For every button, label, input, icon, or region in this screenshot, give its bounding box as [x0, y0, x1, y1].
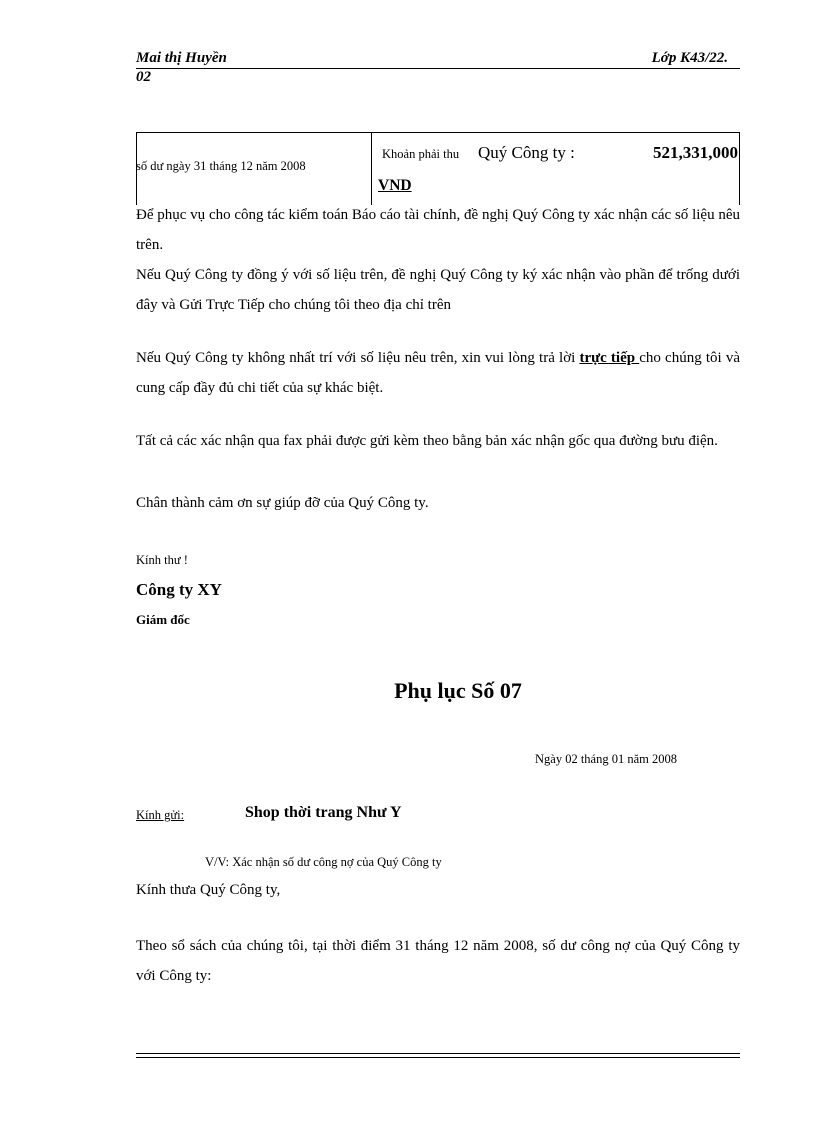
salutation: Kính thưa Quý Công ty, — [136, 882, 281, 898]
to-label: Kính gửi: — [136, 808, 185, 822]
class-label: Lớp K43/22. — [651, 50, 728, 66]
signer-position: Giám đốc — [136, 612, 190, 627]
page-header — [136, 48, 740, 85]
receivable-label: Khoản phải thu — [382, 147, 460, 161]
table-border-right — [739, 133, 740, 205]
paragraph-disagree — [136, 343, 740, 403]
letter-date: Ngày 02 tháng 01 năm 2008 — [535, 752, 677, 766]
receivable-row — [382, 141, 738, 171]
currency-label: VND — [378, 177, 412, 194]
balance-table — [136, 132, 740, 205]
paragraph-agree: Nếu Quý Công ty đồng ý với số liệu trên, đề nghị Quý Công ty ký xác nhận vào phần để trống dưới đây và Gửi Trực Tiếp cho chúng tôi theo địa chỉ trên — [136, 267, 740, 313]
disagree-text-start: Nếu Quý Công ty không nhất trí với số liệu nêu trên, xin vui lòng trả lời — [136, 350, 580, 366]
table-divider — [371, 133, 372, 205]
footer-rule-top — [136, 1053, 740, 1054]
header-rule — [136, 68, 740, 69]
company-label: Quý Công ty : — [478, 143, 575, 162]
direct-emphasis: trực tiếp — [579, 350, 640, 366]
disagree-text-end: cho chúng tôi và cung cấp đầy đủ chi tiết của sự khác biệt. — [136, 350, 740, 396]
recipient-name: Shop thời trang Như Y — [245, 804, 402, 821]
paragraph-balance-statement: Theo sổ sách của chúng tôi, tại thời điểm 31 tháng 12 năm 2008, số dư công nợ của Quý Công ty với Công ty: — [136, 938, 740, 984]
author-name: Mai thị Huyền — [136, 50, 227, 66]
balance-amount: 521,331,000 — [653, 143, 738, 162]
class-label-continued: 02 — [136, 69, 151, 85]
signer-company: Công ty XY — [136, 580, 222, 599]
letter-subject: V/V: Xác nhận số dư công nợ của Quý Công ty — [205, 855, 442, 869]
paragraph-fax: Tất cả các xác nhận qua fax phải được gửi kèm theo bằng bản xác nhận gốc qua đường bưu điện. — [136, 433, 718, 449]
paragraph-thanks: Chân thành cảm ơn sự giúp đỡ của Quý Công ty. — [136, 495, 429, 511]
appendix-title: Phụ lục Số 07 — [394, 678, 522, 703]
balance-date-cell: số dư ngày 31 tháng 12 năm 2008 — [136, 159, 306, 173]
footer-rule-bottom — [136, 1057, 740, 1058]
paragraph-purpose: Để phục vụ cho công tác kiểm toán Báo cáo tài chính, đề nghị Quý Công ty xác nhận các số liệu nêu trên. — [136, 207, 740, 253]
closing-greeting: Kính thư ! — [136, 553, 188, 567]
